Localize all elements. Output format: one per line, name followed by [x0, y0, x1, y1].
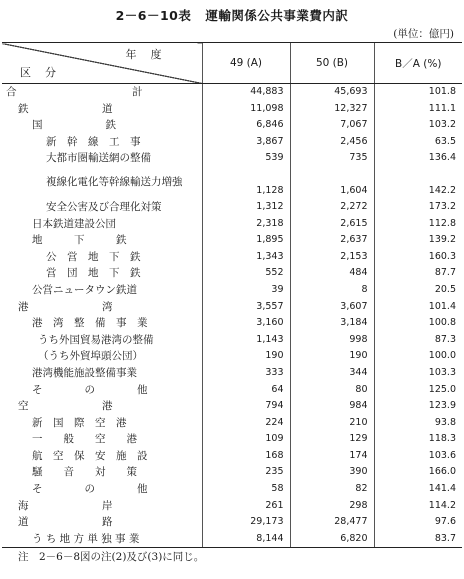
- row-label: 新 国 際 空 港: [32, 416, 127, 429]
- row-label-cell: [2, 315, 202, 332]
- row-label-cell: [2, 398, 202, 415]
- value-50: 298: [290, 498, 374, 515]
- value-49: 3,160: [202, 315, 290, 332]
- ratio-value: 83.7: [374, 531, 462, 548]
- header-corner-cell: [2, 43, 202, 84]
- value-49: 58: [202, 481, 290, 498]
- row-label-cell: [2, 299, 202, 316]
- header-col-ratio: B／A (%): [374, 43, 462, 84]
- row-label-cell: [2, 464, 202, 481]
- value-49: 64: [202, 382, 290, 399]
- value-49: 261: [202, 498, 290, 515]
- value-49: 235: [202, 464, 290, 481]
- row-label: 海 岸: [18, 499, 113, 512]
- ratio-value: 123.9: [374, 398, 462, 415]
- value-49: 1,343: [202, 249, 290, 266]
- value-49: 8,144: [202, 531, 290, 548]
- ratio-value: 93.8: [374, 415, 462, 432]
- ratio-value: 142.2: [374, 167, 462, 199]
- value-50: 12,327: [290, 101, 374, 118]
- row-label-cell: [2, 199, 202, 216]
- table-row: [2, 448, 462, 465]
- value-50: 2,615: [290, 216, 374, 233]
- value-50: 7,067: [290, 117, 374, 134]
- ratio-value: 114.2: [374, 498, 462, 515]
- ratio-value: 87.7: [374, 265, 462, 282]
- ratio-value: 118.3: [374, 431, 462, 448]
- header-category-label: 区分: [20, 66, 70, 79]
- header-year-label: 年度: [125, 48, 176, 61]
- value-50: 984: [290, 398, 374, 415]
- value-49: 1,128: [202, 167, 290, 199]
- ratio-value: 112.8: [374, 216, 462, 233]
- table-number: 2－6－10表: [115, 8, 192, 23]
- row-label: 大都市圏輸送網の整備: [46, 152, 151, 165]
- ratio-value: 125.0: [374, 382, 462, 399]
- value-50: 6,820: [290, 531, 374, 548]
- row-label-cell: [2, 498, 202, 515]
- table-row: [2, 498, 462, 515]
- value-50: 190: [290, 348, 374, 365]
- value-49: 1,895: [202, 232, 290, 249]
- row-label-cell: [2, 348, 202, 365]
- row-label: う ち 地 方 単 独 事 業: [32, 532, 140, 545]
- row-label: 営 団 地 下 鉄: [46, 267, 141, 280]
- ratio-value: 111.1: [374, 101, 462, 118]
- value-50: 3,607: [290, 299, 374, 316]
- row-label: 公 営 地 下 鉄: [46, 250, 141, 263]
- table-row: [2, 101, 462, 118]
- table-row: [2, 382, 462, 399]
- row-label: そ の 他: [32, 383, 148, 396]
- table-row: [2, 282, 462, 299]
- value-49: 39: [202, 282, 290, 299]
- value-50: 210: [290, 415, 374, 432]
- table-row: [2, 464, 462, 481]
- unit-label: (単位：億円): [393, 28, 454, 40]
- value-50: 735: [290, 150, 374, 167]
- row-label-cell: [2, 415, 202, 432]
- value-50: 2,637: [290, 232, 374, 249]
- value-50: 45,693: [290, 84, 374, 101]
- table-row: [2, 514, 462, 531]
- table-title: [0, 6, 464, 24]
- table-title-text: 運輸関係公共事業費内訳: [205, 8, 349, 23]
- value-49: 794: [202, 398, 290, 415]
- row-label: 航 空 保 安 施 設: [32, 449, 148, 462]
- table-row: [2, 332, 462, 349]
- ratio-value: 139.2: [374, 232, 462, 249]
- table-row: [2, 117, 462, 134]
- ratio-value: 101.4: [374, 299, 462, 316]
- table-row: [2, 315, 462, 332]
- table-row: [2, 167, 462, 199]
- row-label-cell: [2, 431, 202, 448]
- value-50: 484: [290, 265, 374, 282]
- table-row: [2, 265, 462, 282]
- table-row: [2, 348, 462, 365]
- table-row: [2, 150, 462, 167]
- row-label: うち外国貿易港湾の整備: [38, 333, 154, 346]
- row-label-cell: [2, 332, 202, 349]
- footnote: 注 2－6－8図の注(2)及び(3)に同じ。: [18, 551, 205, 563]
- value-50: 998: [290, 332, 374, 349]
- row-label: 港湾機能施設整備事業: [32, 366, 137, 379]
- table-row: [2, 84, 462, 101]
- value-49: 168: [202, 448, 290, 465]
- ratio-value: 97.6: [374, 514, 462, 531]
- row-label: 地 下 鉄: [32, 234, 127, 247]
- row-label-cell: [2, 84, 202, 101]
- value-49: 44,883: [202, 84, 290, 101]
- value-50: 82: [290, 481, 374, 498]
- row-label: 空 港: [18, 400, 113, 413]
- value-50: 2,456: [290, 134, 374, 151]
- table-row: [2, 232, 462, 249]
- row-label-cell: [2, 531, 202, 548]
- value-50: 344: [290, 365, 374, 382]
- row-label-cell: [2, 514, 202, 531]
- row-label-cell: [2, 481, 202, 498]
- expenditure-table: [2, 42, 462, 548]
- value-50: 390: [290, 464, 374, 481]
- ratio-value: 160.3: [374, 249, 462, 266]
- value-50: 8: [290, 282, 374, 299]
- row-label-cell: [2, 265, 202, 282]
- row-label-cell: [2, 117, 202, 134]
- value-50: 174: [290, 448, 374, 465]
- value-49: 2,318: [202, 216, 290, 233]
- table-row: [2, 249, 462, 266]
- row-label-cell: [2, 249, 202, 266]
- row-label: 道 路: [18, 516, 113, 529]
- value-49: 552: [202, 265, 290, 282]
- row-label-cell: [2, 282, 202, 299]
- row-label: 合 計: [6, 86, 143, 98]
- value-49: 539: [202, 150, 290, 167]
- table-row: [2, 431, 462, 448]
- row-label: 安全公害及び合理化対策: [46, 200, 162, 213]
- value-50: 129: [290, 431, 374, 448]
- ratio-value: 100.0: [374, 348, 462, 365]
- value-50: 2,272: [290, 199, 374, 216]
- table-row: [2, 415, 462, 432]
- table-body: [2, 84, 462, 548]
- ratio-value: 136.4: [374, 150, 462, 167]
- row-label-cell: [2, 167, 202, 199]
- value-50: 2,153: [290, 249, 374, 266]
- ratio-value: 166.0: [374, 464, 462, 481]
- table-row: [2, 134, 462, 151]
- table-row: [2, 481, 462, 498]
- ratio-value: 101.8: [374, 84, 462, 101]
- value-49: 224: [202, 415, 290, 432]
- ratio-value: 103.3: [374, 365, 462, 382]
- row-label-cell: [2, 101, 202, 118]
- ratio-value: 63.5: [374, 134, 462, 151]
- row-label-cell: [2, 216, 202, 233]
- value-49: 29,173: [202, 514, 290, 531]
- row-label: 複線化電化等幹線輸送力増強: [46, 176, 183, 189]
- value-50: 3,184: [290, 315, 374, 332]
- row-label: 公営ニュータウン鉄道: [32, 283, 137, 296]
- value-50: 28,477: [290, 514, 374, 531]
- ratio-value: 103.2: [374, 117, 462, 134]
- value-49: 190: [202, 348, 290, 365]
- row-label-cell: [2, 365, 202, 382]
- row-label: 騒 音 対 策: [32, 466, 137, 479]
- row-label-cell: [2, 232, 202, 249]
- value-49: 3,867: [202, 134, 290, 151]
- row-label-cell: [2, 448, 202, 465]
- value-49: 1,143: [202, 332, 290, 349]
- table-row: [2, 199, 462, 216]
- header-col-50: 50 (B): [290, 43, 374, 84]
- row-label: 鉄 道: [18, 102, 113, 115]
- row-label: 日本鉄道建設公団: [32, 217, 116, 230]
- row-label: 港 湾 整 備 事 業: [32, 317, 148, 330]
- table-header-row: [2, 43, 462, 84]
- row-label-cell: [2, 134, 202, 151]
- value-49: 6,846: [202, 117, 290, 134]
- ratio-value: 100.8: [374, 315, 462, 332]
- value-49: 109: [202, 431, 290, 448]
- row-label: 一 般 空 港: [32, 433, 137, 446]
- ratio-value: 141.4: [374, 481, 462, 498]
- table-row: [2, 365, 462, 382]
- ratio-value: 103.6: [374, 448, 462, 465]
- table-row: [2, 531, 462, 548]
- table-row: [2, 299, 462, 316]
- table-row: [2, 398, 462, 415]
- value-49: 3,557: [202, 299, 290, 316]
- row-label: 国 鉄: [32, 119, 116, 132]
- ratio-value: 20.5: [374, 282, 462, 299]
- row-label: 新 幹 線 工 事: [46, 135, 141, 148]
- row-label: （うち外貿埠頭公団）: [38, 350, 143, 363]
- row-label: 港 湾: [18, 300, 113, 313]
- table-row: [2, 216, 462, 233]
- row-label-cell: [2, 150, 202, 167]
- value-49: 333: [202, 365, 290, 382]
- value-50: 80: [290, 382, 374, 399]
- value-49: 11,098: [202, 101, 290, 118]
- row-label-cell: [2, 382, 202, 399]
- ratio-value: 173.2: [374, 199, 462, 216]
- ratio-value: 87.3: [374, 332, 462, 349]
- header-col-49: 49 (A): [202, 43, 290, 84]
- value-50: 1,604: [290, 167, 374, 199]
- value-49: 1,312: [202, 199, 290, 216]
- row-label: そ の 他: [32, 483, 148, 496]
